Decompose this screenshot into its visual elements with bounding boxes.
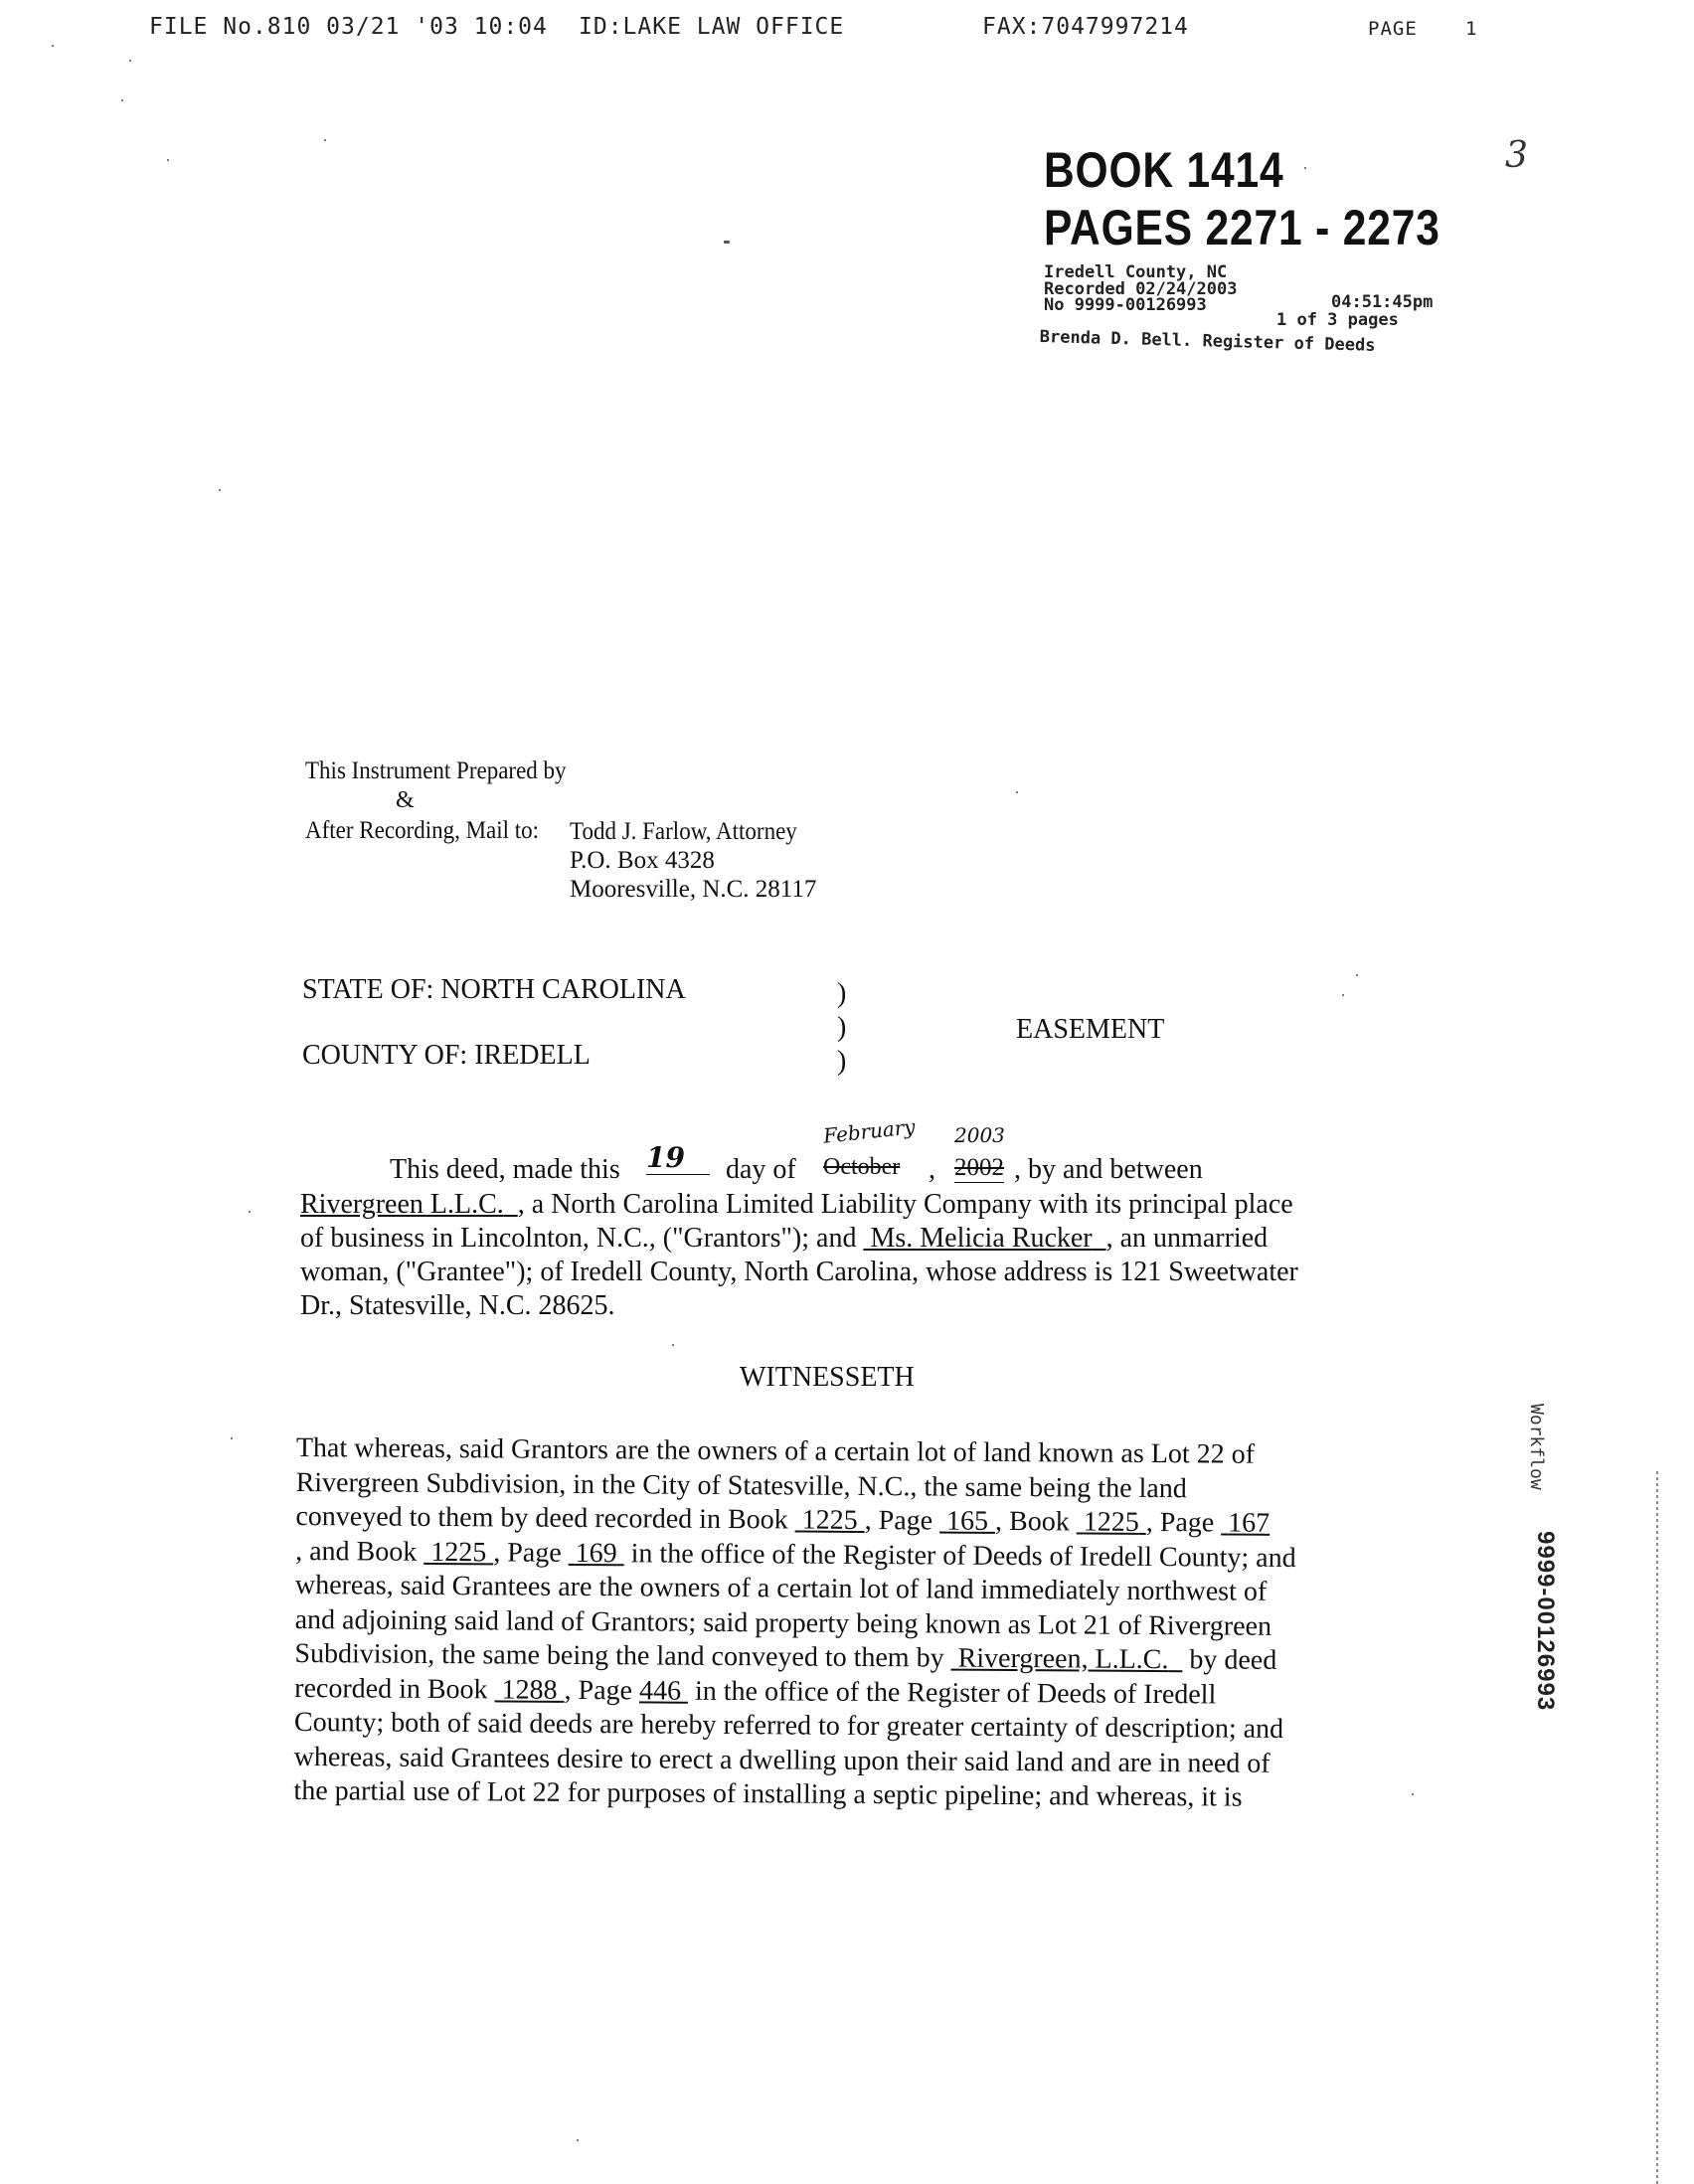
preparer-ampersand: & <box>396 787 415 813</box>
deed-day-of: day of <box>726 1154 796 1185</box>
caption-paren-2: ) <box>837 1012 847 1043</box>
page-ref: 165 <box>946 1505 989 1537</box>
recital-line: the partial use of Lot 22 for purposes of installing a septic pipeline; and whereas, it is <box>293 1774 1243 1813</box>
stamp-recorded: Recorded 02/24/2003 <box>1044 279 1238 299</box>
fax-file-info: FILE No.810 03/21 '03 10:04 <box>149 14 548 40</box>
scan-speck <box>249 1211 251 1213</box>
recital-line: Rivergreen Subdivision, in the City of Statesville, N.C., the same being the land <box>295 1466 1187 1504</box>
workflow-label: Workflow <box>1526 1404 1547 1490</box>
deed-line-4: woman, ("Grantee"); of Iredell County, North Carolina, whose address is 121 Sweetwater <box>300 1257 1298 1287</box>
caption-state: STATE OF: NORTH CAROLINA <box>302 974 686 1005</box>
recital-text: , Page <box>864 1504 933 1537</box>
recital-text: recorded in Book <box>294 1672 488 1705</box>
grantee-name: Ms. Melicia Rucker <box>870 1223 1093 1254</box>
caption-paren-3: ) <box>837 1046 847 1077</box>
scan-speck <box>1356 974 1358 976</box>
deed-month-handwritten: February <box>821 1114 917 1148</box>
deed-line-3 <box>300 1223 1268 1255</box>
recital-line: County; both of said deeds are hereby referred to for greater certainty of description; and <box>293 1706 1284 1745</box>
recital-text: , Page <box>1145 1506 1215 1539</box>
attorney-name: Todd J. Farlow, Attorney <box>570 818 797 845</box>
caption-paren-1: ) <box>837 978 847 1009</box>
scan-speck <box>231 1437 233 1439</box>
fax-page-number: 1 <box>1465 18 1478 40</box>
scan-speck <box>129 60 131 62</box>
deed-month-struck: October <box>823 1154 901 1180</box>
pages-range: PAGES 2271 - 2273 <box>1044 200 1440 255</box>
deed-line-5: Dr., Statesville, N.C. 28625. <box>300 1290 615 1321</box>
recital-text: conveyed to them by deed recorded in Book <box>295 1500 788 1536</box>
stamp-county: Iredell County, NC <box>1044 262 1228 282</box>
recital-text: in the office of the Register of Deeds of Iredell <box>694 1675 1217 1710</box>
scan-speck <box>324 139 326 141</box>
handwritten-page-count: 3 <box>1505 135 1528 176</box>
stamp-time: 04:51:45pm <box>1331 292 1434 312</box>
recital-text: Subdivision, the same being the land conveyed to them by <box>294 1637 944 1674</box>
witnesseth-heading: WITNESSETH <box>740 1362 915 1393</box>
prepared-by-label: This Instrument Prepared by <box>305 757 567 784</box>
recital-text: by deed <box>1189 1644 1277 1676</box>
fax-page-label: PAGE <box>1368 18 1418 40</box>
deed-line-3-end: , an unmarried <box>1105 1223 1269 1254</box>
page-ref: 169 <box>575 1537 617 1569</box>
stamp-page-count: 1 of 3 pages <box>1276 310 1399 330</box>
scan-speck <box>1412 1793 1414 1795</box>
book-ref: 1225 <box>1083 1506 1139 1538</box>
recital-line: and adjoining said land of Grantors; said property being known as Lot 21 of Rivergreen <box>294 1603 1272 1642</box>
scan-speck <box>121 99 123 101</box>
conveyor-name: Rivergreen, L.L.C. <box>957 1642 1169 1676</box>
scan-speck <box>577 2139 579 2141</box>
document-title: EASEMENT <box>1016 1014 1165 1045</box>
deed-line-2 <box>300 1189 1293 1221</box>
recital-line: whereas, said Grantees are the owners of a certain lot of land immediately northwest of <box>294 1569 1268 1607</box>
attorney-address-2: Mooresville, N.C. 28117 <box>570 876 817 903</box>
scan-speck <box>52 45 54 47</box>
recital-text: , and Book <box>295 1535 418 1568</box>
scan-speck <box>1304 167 1306 169</box>
attorney-address-1: P.O. Box 4328 <box>570 847 715 874</box>
caption-county: COUNTY OF: IREDELL <box>302 1040 591 1071</box>
scan-speck <box>1342 994 1344 996</box>
deed-comma: , <box>929 1154 935 1185</box>
recital-text: in the office of the Register of Deeds of Iredell County; and <box>630 1537 1296 1574</box>
workflow-number: 9999-00126993 <box>1532 1531 1559 1712</box>
mail-to-label: After Recording, Mail to: <box>305 817 540 844</box>
deed-year-struck: 2002 <box>954 1154 1004 1181</box>
scan-edge-line <box>1656 1471 1658 2184</box>
stamp-number: No 9999-00126993 <box>1044 295 1207 315</box>
grantor-description: , a North Carolina Limited Liability Company with its principal place <box>517 1189 1293 1220</box>
scan-speck <box>724 241 730 244</box>
book-ref: 1225 <box>801 1504 858 1536</box>
book-number: BOOK 1414 <box>1044 142 1284 198</box>
page-ref: 446 <box>638 1674 682 1707</box>
deed-intro: This deed, made this <box>390 1154 620 1185</box>
book-ref: 1288 <box>501 1673 558 1706</box>
scan-speck <box>219 489 221 491</box>
recital-text: , Book <box>995 1505 1070 1538</box>
recital-line: whereas, said Grantees desire to erect a dwelling upon their said land and are in need of <box>293 1741 1270 1779</box>
fax-sender-id: ID:LAKE LAW OFFICE <box>579 14 845 40</box>
deed-by-and-between: , by and between <box>1014 1154 1203 1185</box>
recital-text: , Page <box>564 1674 633 1706</box>
scan-speck <box>167 159 169 161</box>
grantor-name: Rivergreen L.L.C. <box>300 1189 504 1220</box>
recital-paragraph <box>293 1431 1296 1816</box>
page-ref: 167 <box>1228 1507 1270 1539</box>
deed-line-3-start: of business in Lincolnton, N.C., ("Grantors"); and <box>300 1223 857 1254</box>
recital-text: , Page <box>493 1536 562 1569</box>
scan-speck <box>1016 791 1018 793</box>
book-ref: 1225 <box>430 1536 487 1568</box>
deed-day: 19 <box>646 1141 710 1175</box>
deed-year-handwritten: 2003 <box>954 1123 1005 1147</box>
fax-number: FAX:7047997214 <box>982 14 1189 40</box>
scan-speck <box>672 1344 674 1346</box>
stamp-register: Brenda D. Bell. Register of Deeds <box>1039 327 1376 356</box>
recital-line: That whereas, said Grantors are the owners of a certain lot of land known as Lot 22 of <box>295 1432 1256 1470</box>
